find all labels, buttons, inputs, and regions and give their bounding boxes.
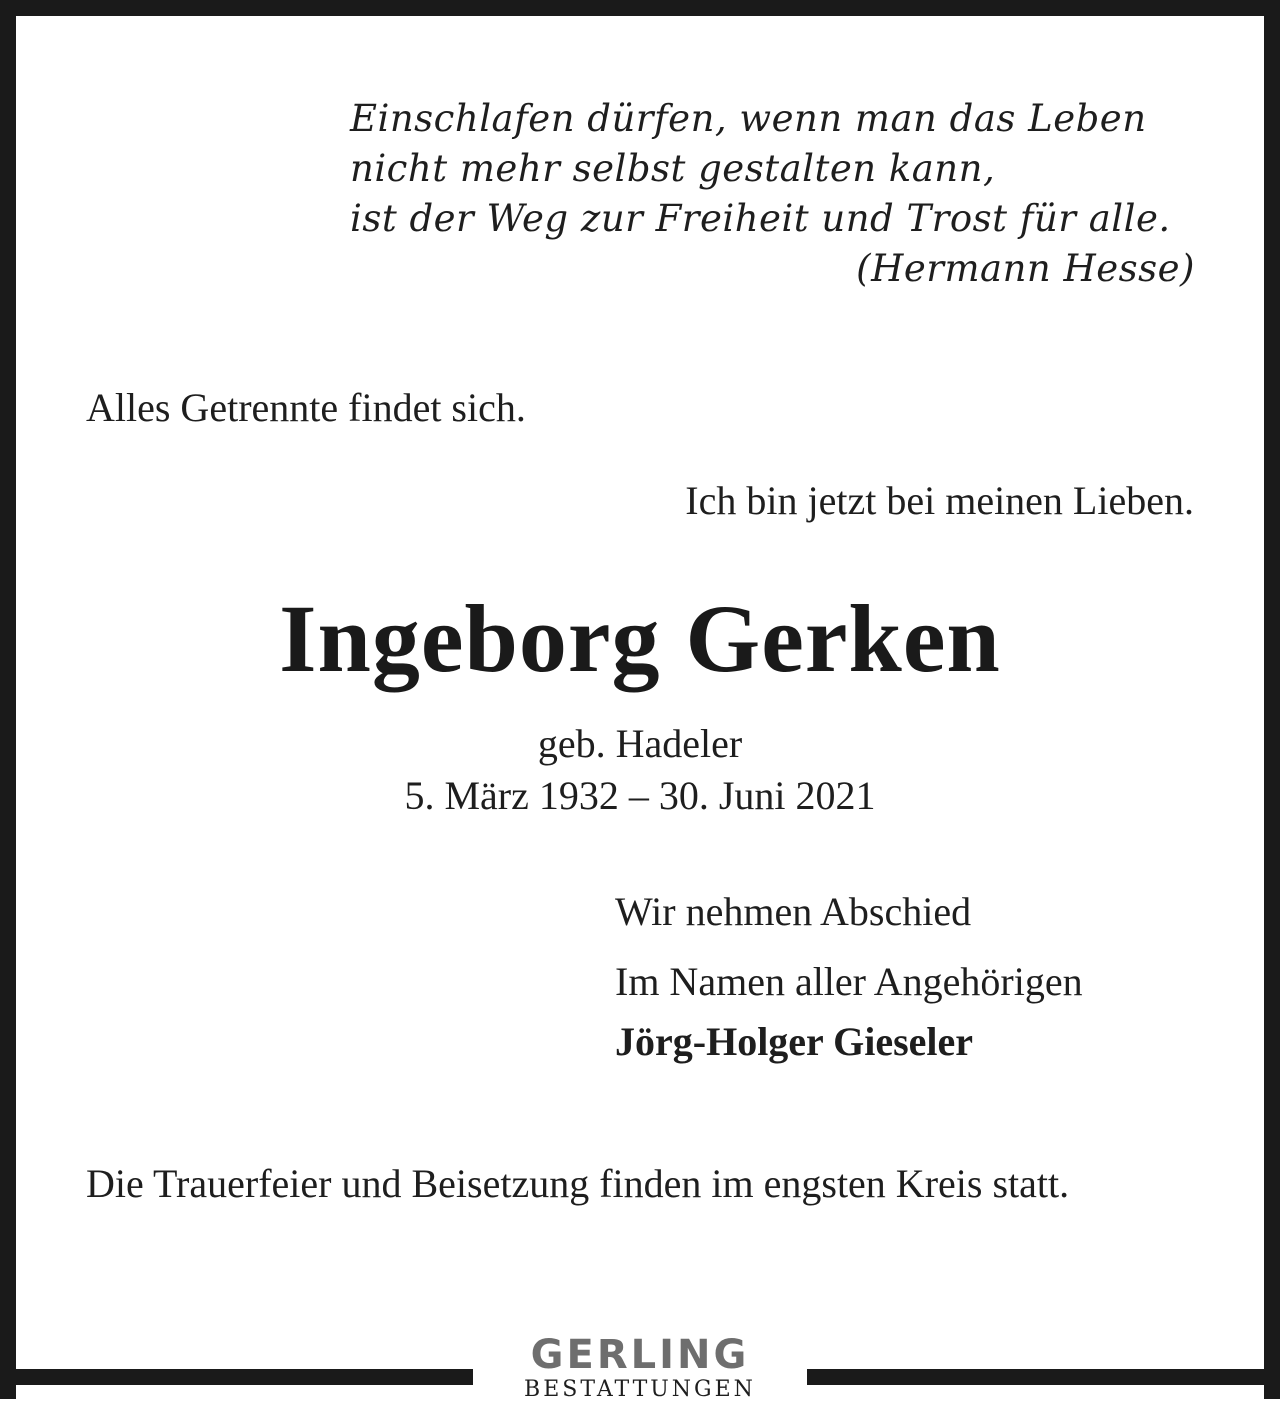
bottom-rule-left	[0, 1369, 473, 1385]
signer-name: Jörg-Holger Gieseler	[615, 1019, 974, 1064]
intro-line-2: Ich bin jetzt bei meinen Lieben.	[685, 478, 1194, 523]
quote-author: (Hermann Hesse)	[856, 247, 1195, 290]
bottom-rule-right	[807, 1369, 1280, 1385]
quote-line: nicht mehr selbst gestalten kann,	[350, 147, 996, 190]
birth-name: geb. Hadeler	[537, 721, 743, 766]
funeral-home-logo	[473, 1332, 807, 1403]
life-dates: 5. März 1932 – 30. Juni 2021	[404, 773, 876, 818]
hesse-quote	[350, 94, 1195, 294]
ceremony-notice: Die Trauerfeier und Beisetzung finden im engsten Kreis statt.	[86, 1161, 1070, 1206]
quote-line: Einschlafen dürfen, wenn man das Leben	[350, 97, 1147, 140]
farewell-line: Wir nehmen Abschied	[615, 889, 972, 934]
logo-subtitle: BESTATTUNGEN	[524, 1377, 756, 1402]
deceased-name: Ingeborg Gerken	[279, 585, 1001, 692]
on-behalf-line: Im Namen aller Angehörigen	[615, 959, 1083, 1004]
logo-name: GERLING	[530, 1332, 750, 1378]
quote-line: ist der Weg zur Freiheit und Trost für alle.	[350, 197, 1171, 240]
intro-line-1: Alles Getrennte findet sich.	[86, 385, 526, 430]
